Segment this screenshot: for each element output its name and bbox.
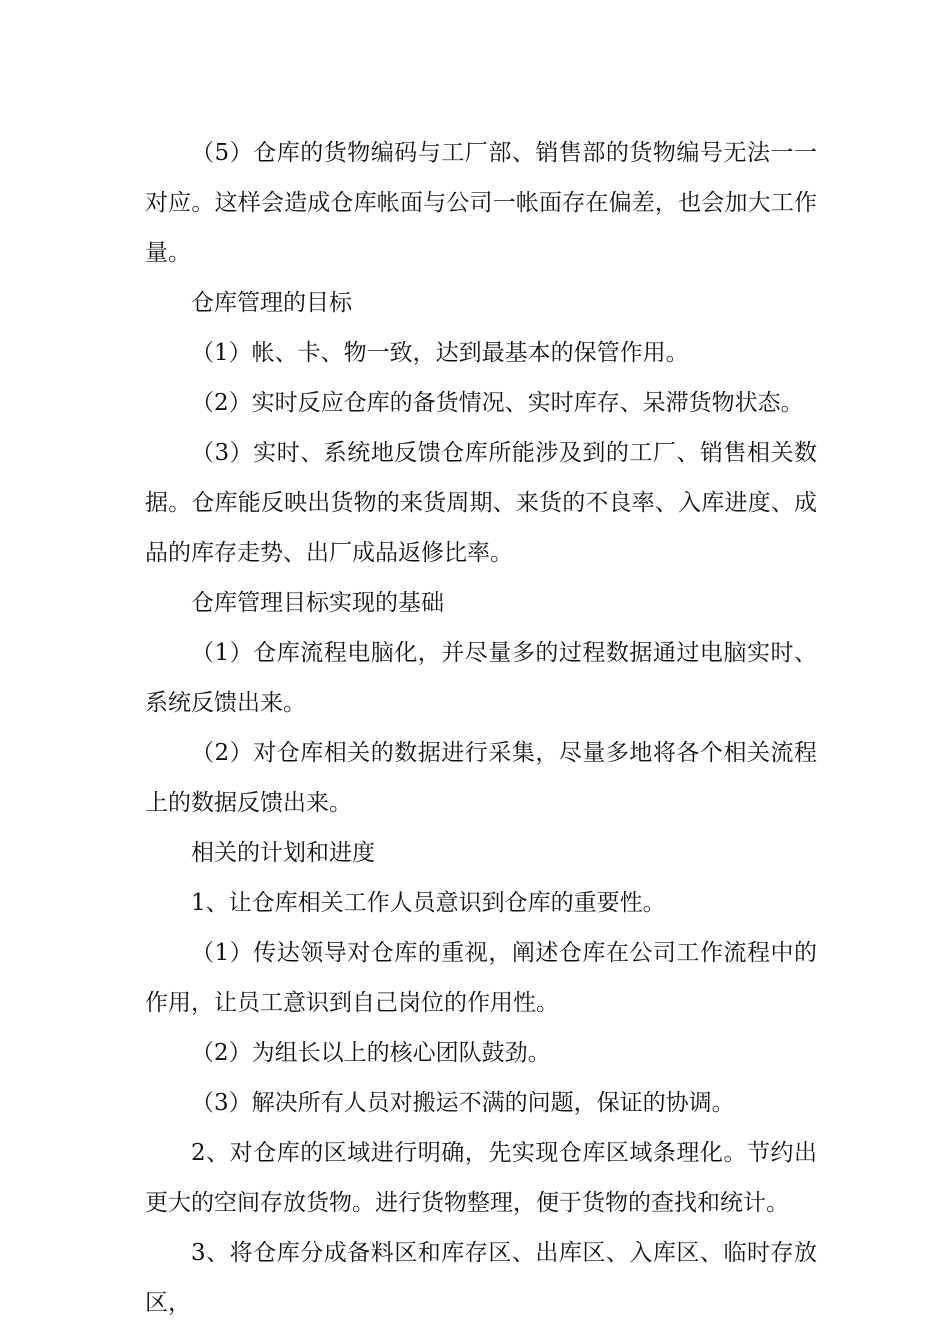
foundation-item-1: （1）仓库流程电脑化，并尽量多的过程数据通过电脑实时、系统反馈出来。 [145,640,817,716]
plan-step-1-item-1: （1）传达领导对仓库的重视，阐述仓库在公司工作流程中的作用，让员工意识到自己岗位的作用性。 [145,940,817,1016]
document-body [145,128,817,1328]
paragraph-5-code-mismatch: （5）仓库的货物编码与工厂部、销售部的货物编号无法一一对应。这样会造成仓库帐面与公司一帐面存在偏差，也会加大工作量。 [145,140,817,266]
plan-step-3: 3、将仓库分成备料区和库存区、出库区、入库区、临时存放区， [145,1240,817,1316]
heading-warehouse-goals: 仓库管理的目标 [191,290,352,316]
heading-goal-foundation: 仓库管理目标实现的基础 [191,590,444,616]
plan-step-1-item-2: （2）为组长以上的核心团队鼓劲。 [191,1040,551,1066]
plan-step-1-item-3: （3）解决所有人员对搬运不满的问题，保证的协调。 [191,1090,735,1116]
goal-item-1: （1）帐、卡、物一致，达到最基本的保管作用。 [191,340,689,366]
goal-item-3: （3）实时、系统地反馈仓库所能涉及到的工厂、销售相关数据。仓库能反映出货物的来货周期、来货的不良率、入库进度、成品的库存走势、出厂成品返修比率。 [145,440,817,566]
plan-step-2: 2、对仓库的区域进行明确，先实现仓库区域条理化。节约出更大的空间存放货物。进行货物整理，便于货物的查找和统计。 [145,1140,817,1216]
foundation-item-2: （2）对仓库相关的数据进行采集，尽量多地将各个相关流程上的数据反馈出来。 [145,740,817,816]
goal-item-2: （2）实时反应仓库的备货情况、实时库存、呆滞货物状态。 [191,390,804,416]
plan-step-1: 1、让仓库相关工作人员意识到仓库的重要性。 [191,890,666,916]
heading-plan-progress: 相关的计划和进度 [191,840,375,866]
